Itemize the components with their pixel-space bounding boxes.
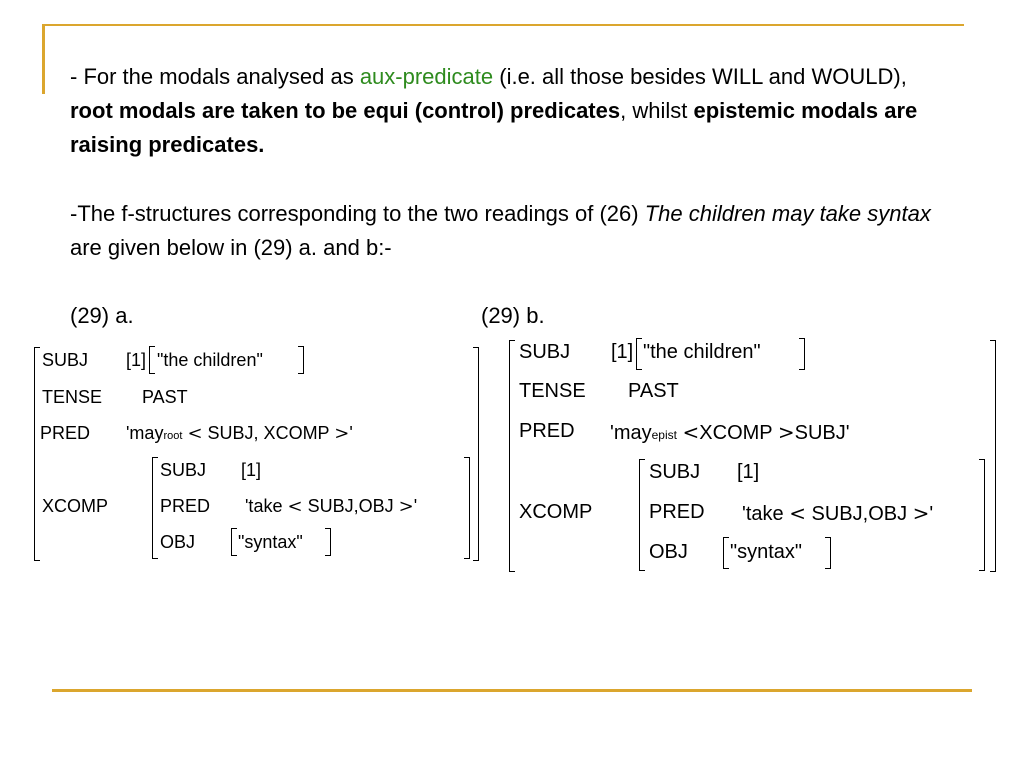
fs-b-pred-close: SUBJ' bbox=[794, 422, 850, 444]
fs-a-subj-value: "the children" bbox=[157, 350, 263, 370]
fs-b-left-bracket bbox=[509, 340, 515, 572]
root-modals-claim: root modals are taken to be equi (control) predicates bbox=[70, 98, 621, 123]
fs-b-x-pred-value bbox=[742, 501, 933, 526]
fs-a-x-pred-value bbox=[245, 496, 417, 517]
fs-a-obj-open-bracket bbox=[231, 528, 237, 556]
para2-text-2: are given below in (29) a. and b:- bbox=[70, 235, 392, 260]
fs-b-tense-attr: TENSE bbox=[519, 380, 586, 402]
fs-a-xcomp-attr: XCOMP bbox=[42, 496, 109, 516]
fs-b-pred-subscript: epist bbox=[651, 428, 677, 442]
fs-b-subj-value: "the children" bbox=[643, 341, 761, 363]
fs-a-pred-open: 'may bbox=[126, 423, 164, 443]
fs-a-x-pred-close: ' bbox=[413, 496, 418, 516]
example-a-label: (29) a. bbox=[70, 303, 134, 328]
fs-a-subj-attr: SUBJ bbox=[42, 350, 89, 370]
fs-b-x-subj-attr: SUBJ bbox=[649, 461, 701, 483]
fs-a-x-pred-lt: < bbox=[287, 496, 303, 517]
aux-predicate-term: aux-predicate bbox=[359, 64, 494, 89]
fs-a-subj-close-bracket bbox=[298, 346, 304, 374]
fs-a-pred-args: SUBJ, XCOMP bbox=[207, 423, 330, 443]
fs-b-x-pred-args: SUBJ,OBJ bbox=[811, 503, 908, 525]
accent-top-line bbox=[42, 24, 964, 26]
fs-b-x-pred-open: 'take bbox=[742, 503, 784, 525]
fs-b-x-pred-gt: > bbox=[912, 501, 930, 525]
example-sentence: The children may take syntax bbox=[644, 201, 931, 226]
fs-b-x-obj-attr: OBJ bbox=[649, 541, 688, 563]
fs-a-x-pred-open: 'take bbox=[245, 496, 283, 516]
fs-a-subj-open-bracket bbox=[149, 346, 155, 374]
accent-vertical-line bbox=[42, 24, 45, 94]
fs-b-x-obj-value: "syntax" bbox=[730, 541, 803, 563]
fs-b-pred-open: 'may bbox=[610, 422, 652, 444]
fs-b-x-pred-close: ' bbox=[929, 503, 934, 525]
fs-b-tense-value: PAST bbox=[628, 380, 679, 402]
fs-b-x-subj-value: [1] bbox=[737, 461, 760, 483]
fs-a-tense-value: PAST bbox=[142, 387, 188, 407]
fs-a-x-subj-value: [1] bbox=[241, 460, 262, 480]
fs-a-tense-attr: TENSE bbox=[42, 387, 103, 407]
para2-text-1: -The f-structures corresponding to the two readings of (26) bbox=[70, 201, 645, 226]
fs-a-pred-subscript: root bbox=[163, 430, 183, 442]
paragraph-fstructures bbox=[70, 197, 950, 265]
fs-b-obj-open-bracket bbox=[723, 537, 729, 569]
fs-b-pred-attr: PRED bbox=[519, 420, 575, 442]
fs-a-x-obj-value: "syntax" bbox=[238, 532, 303, 552]
epistemic-modals-claim: epistemic modals are raising predicates. bbox=[70, 98, 918, 157]
paragraph-modals bbox=[70, 60, 950, 162]
para1-text-1: - For the modals analysed as bbox=[70, 64, 360, 89]
para1-text-3: , whilst bbox=[620, 98, 694, 123]
fs-a-x-pred-args: SUBJ,OBJ bbox=[307, 496, 394, 516]
fs-a-subj-index: [1] bbox=[126, 350, 147, 370]
fs-b-subj-close-bracket bbox=[799, 338, 805, 370]
fs-a-right-bracket bbox=[473, 347, 479, 561]
fs-b-subj-attr: SUBJ bbox=[519, 341, 571, 363]
fs-b-x-pred-attr: PRED bbox=[649, 501, 705, 523]
fs-b-pred-lt: < bbox=[682, 420, 700, 444]
fs-a-pred-gt: > bbox=[334, 423, 350, 444]
fs-b-obj-close-bracket bbox=[825, 537, 831, 569]
fs-a-obj-close-bracket bbox=[325, 528, 331, 556]
accent-bottom-line bbox=[52, 689, 972, 692]
fs-b-xcomp-left-bracket bbox=[639, 459, 645, 571]
para1-text-2: (i.e. all those besides WILL and WOULD), bbox=[493, 64, 907, 89]
fs-b-subj-open-bracket bbox=[636, 338, 642, 370]
fs-a-left-bracket bbox=[34, 347, 40, 561]
fs-b-pred-value bbox=[610, 420, 850, 445]
fs-a-xcomp-right-bracket bbox=[464, 457, 470, 559]
fs-a-pred-lt: < bbox=[187, 423, 203, 444]
fs-b-right-bracket bbox=[990, 340, 996, 572]
fs-b-pred-gt: > bbox=[777, 420, 795, 444]
fs-a-x-subj-attr: SUBJ bbox=[160, 460, 207, 480]
fs-b-subj-index: [1] bbox=[611, 341, 634, 363]
fs-a-x-pred-attr: PRED bbox=[160, 496, 211, 516]
fs-b-xcomp-right-bracket bbox=[979, 459, 985, 571]
example-b-label: (29) b. bbox=[481, 303, 545, 328]
fs-a-pred-close: ' bbox=[349, 423, 353, 443]
fs-a-pred-value bbox=[126, 423, 353, 444]
fs-b-xcomp-attr: XCOMP bbox=[519, 501, 593, 523]
fs-b-x-pred-lt: < bbox=[789, 501, 806, 525]
fs-a-pred-attr: PRED bbox=[40, 423, 91, 443]
fs-a-x-pred-gt: > bbox=[398, 496, 414, 517]
fs-a-xcomp-left-bracket bbox=[152, 457, 158, 559]
fs-b-pred-args: XCOMP bbox=[699, 422, 773, 444]
fs-a-x-obj-attr: OBJ bbox=[160, 532, 196, 552]
